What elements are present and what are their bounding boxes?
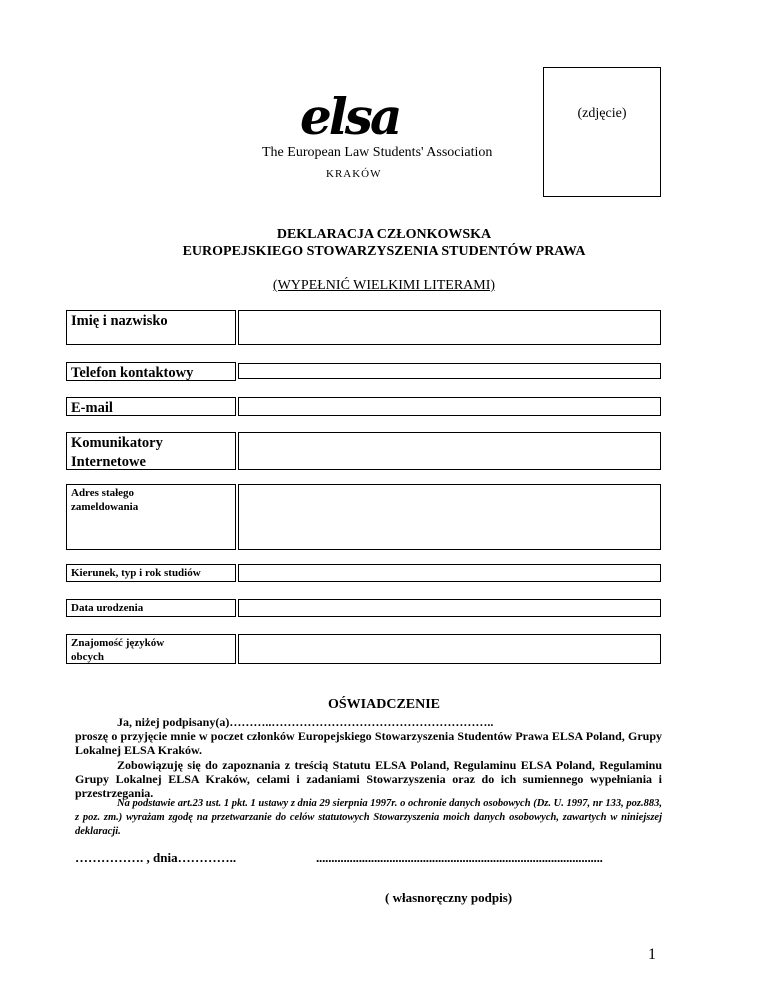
address-label-line1: Adres stałego bbox=[71, 487, 135, 499]
name-field[interactable] bbox=[238, 310, 661, 345]
photo-label: (zdjęcie) bbox=[577, 106, 627, 121]
messengers-label-line1: Komunikatory bbox=[71, 435, 163, 451]
elsa-logo: elsa bbox=[300, 87, 400, 146]
association-name: The European Law Students' Association bbox=[262, 145, 493, 160]
phone-field[interactable] bbox=[238, 363, 661, 379]
fill-instruction: (WYPEŁNIĆ WIELKIMI LITERAMI) bbox=[272, 278, 496, 293]
address-label-line2: zameldowania bbox=[71, 501, 139, 513]
address-field[interactable] bbox=[238, 484, 661, 550]
languages-field[interactable] bbox=[238, 634, 661, 664]
messengers-row bbox=[66, 432, 661, 470]
studies-row bbox=[66, 564, 661, 582]
signature-line: .............................................................................................. bbox=[316, 850, 603, 865]
address-row bbox=[66, 484, 661, 550]
languages-row bbox=[66, 634, 661, 664]
messengers-label-line2: Internetowe bbox=[71, 454, 146, 470]
page-number: 1 bbox=[648, 946, 656, 963]
name-label: Imię i nazwisko bbox=[66, 310, 236, 345]
studies-label: Kierunek, typ i rok studiów bbox=[66, 564, 236, 582]
phone-label: Telefon kontaktowy bbox=[66, 362, 236, 381]
declaration-para2: Zobowiązuję się do zapoznania z treścią Statutu ELSA Poland, Regulaminu ELSA Poland, Regulaminu Grupy Lokalnej ELSA Kraków, celami i zadaniami Stowarzyszenia oraz do ich sumiennego wypełniania i przestrzegania. bbox=[75, 758, 662, 800]
languages-label-line2: obcych bbox=[71, 651, 104, 663]
declaration-para1: proszę o przyjęcie mnie w poczet członków Europejskiego Stowarzyszenia Studentów Prawa ELSA Poland, Grupy Lokalnej ELSA Kraków. bbox=[75, 729, 662, 757]
declaration-title: OŚWIADCZENIE bbox=[327, 697, 441, 712]
email-row bbox=[66, 397, 661, 416]
languages-label bbox=[66, 634, 236, 664]
email-label: E-mail bbox=[66, 397, 236, 416]
messengers-field[interactable] bbox=[238, 432, 661, 470]
birthdate-label: Data urodzenia bbox=[66, 599, 236, 617]
name-row bbox=[66, 310, 661, 345]
address-label bbox=[66, 484, 236, 550]
place-date-line: ……………. , dnia………….. bbox=[75, 850, 237, 865]
messengers-label bbox=[66, 432, 236, 470]
form-title-line2: EUROPEJSKIEGO STOWARZYSZENIA STUDENTÓW PRAWA bbox=[182, 244, 586, 259]
signature-label: ( własnoręczny podpis) bbox=[385, 890, 513, 905]
city-label: KRAKÓW bbox=[326, 168, 382, 180]
photo-box bbox=[543, 67, 661, 197]
studies-field[interactable] bbox=[238, 564, 661, 582]
declaration-line1: Ja, niżej podpisany(a)………..……………………………………………….. bbox=[117, 715, 494, 729]
languages-label-line1: Znajomość języków bbox=[71, 637, 165, 649]
birthdate-field[interactable] bbox=[238, 599, 661, 617]
legal-consent: Na podstawie art.23 ust. 1 pkt. 1 ustawy z dnia 29 sierpnia 1997r. o ochronie danych osobowych (Dz. U. 1997, nr 133, poz.883, z poz. zm.) wyrażam zgodę na przetwarzanie do celów statutowych Stowarzyszenia moich danych osobowych, zawartych w niniejszej deklaracji. bbox=[75, 798, 662, 837]
email-field[interactable] bbox=[238, 397, 661, 416]
form-title-line1: DEKLARACJA CZŁONKOWSKA bbox=[276, 227, 492, 242]
phone-row bbox=[66, 362, 661, 381]
birthdate-row bbox=[66, 599, 661, 617]
